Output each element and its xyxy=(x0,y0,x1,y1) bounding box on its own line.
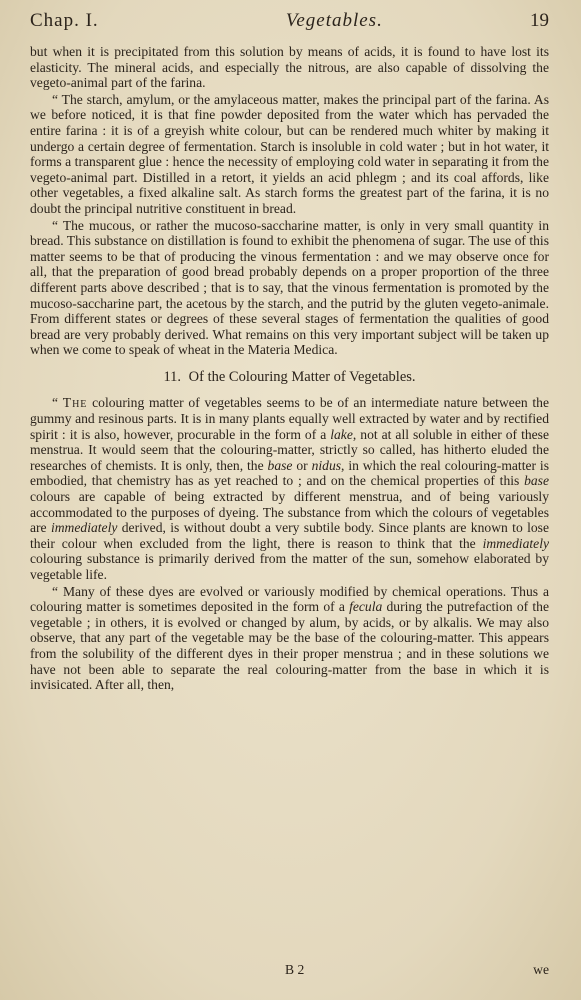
section-heading xyxy=(30,370,549,386)
italic-term: base xyxy=(267,457,293,473)
signature-mark: B 2 xyxy=(285,962,305,977)
running-title: Vegetables. xyxy=(285,10,383,31)
first-word: The xyxy=(62,395,88,411)
section-number: 11. xyxy=(163,368,182,385)
text-run: or xyxy=(292,457,312,473)
paragraph-dyes xyxy=(30,584,549,693)
section-title: Of the Colouring Matter of Vegetables. xyxy=(188,368,416,385)
open-quote: “ xyxy=(52,395,63,411)
page-footer xyxy=(30,962,549,978)
paragraph-starch: “ The starch, amylum, or the amylaceous matter, makes the principal part of the farina. As we before noticed, it is that fine powder deposited from the water which has pervaded the entire farina : it is of a greyish white colour, but can be rendered much whiter by making it undergo a certain degree of fermentation. Starch is insoluble in cold water ; but in hot water, it forms a transparent glue : hence the necessity of employing cold water in separating it from the vegeto-animal part. Distilled in a retort, it yields an acid phlegm ; and its coal affords, like other vegetables, a fixed alkaline salt. As starch forms the greatest part of the farina, it is no doubt the principal nutritive constituent in bread. xyxy=(30,91,549,216)
page-body xyxy=(30,44,549,693)
text-run: “ Many of these dyes are evolved or variously modified by chemical operations. Thus a colouring matter is sometimes deposited in the form of a xyxy=(30,583,549,615)
text-run: colouring matter of vegetables seems to be of an intermediate nature between the gummy and resinous parts. It is in many plants equally well extracted by water and by rectified spirit : it is also, however, procurable in the form of a xyxy=(30,395,549,442)
text-run: colouring substance is primarily derived from the matter of the sun, somehow elaborated by vegetable life. xyxy=(30,551,549,582)
page-number: 19 xyxy=(529,10,549,31)
italic-term: base xyxy=(524,473,549,489)
text-run: , not at all soluble in either of these menstrua. It would seem that the colouring-matter, strictly so called, has hitherto eluded the researches of chemists. It is only, then, the xyxy=(30,426,549,473)
paragraph-gluten-continued: but when it is precipitated from this solution by means of acids, it is found to have lost its elasticity. The mineral acids, and especially the nitrous, are also capable of dissolving the vegeto-animal part of the farina. xyxy=(30,44,549,91)
italic-term: immediately xyxy=(50,520,118,536)
chapter-label: Chap. I. xyxy=(30,10,99,31)
running-head xyxy=(30,10,549,44)
paragraph-mucous-matter: “ The mucous, or rather the mucoso-saccharine matter, is only in very small quantity in bread. This substance on distillation is found to exhibit the phenomena of sugar. The use of this matter seems to be that of producing the vinous fermentation : and we may observe once for all, that the preparation of good bread probably depends on a proper proportion of the three different parts above described ; that is to say, that the vinous fermentation is promoted by the mucoso-saccharine part, the acetous by the starch, and the putrid by the gluten vegeto-animale. From different states or degrees of these several stages of fermentation the qualities of good bread are very probably derived. What remains on this very important subject will be taken up when we come to speak of wheat in the Materia Medica. xyxy=(30,217,549,358)
catchword: we xyxy=(533,962,549,977)
text-run: during the putrefaction of the vegetable ; in others, it is evolved or changed by alum, by acids, or by alkalis. We may also observe, that any part of the vegetable may be the base of the colouring-matter. This appears from the solubility of the different dyes in their proper menstrua ; and in these solutions we have not been able to separate the real colouring-matter from the base in which it is invisicated. After all, then, xyxy=(30,599,549,693)
italic-term: nidus xyxy=(311,457,342,473)
text-run: colours are capable of being extracted by different menstrua, and of being variously accommodated to the purposes of dyeing. The substance from which the colours of vegetables are xyxy=(30,489,549,536)
italic-term: lake xyxy=(330,426,353,442)
text-run: , in which the real colouring-matter is embodied, that chemistry has as yet reached to ; and on the chemical properties of this xyxy=(30,457,550,489)
italic-term: immediately xyxy=(482,535,549,551)
text-run: derived, is without doubt a very subtile body. Since plants are known to lose their colour when excluded from the light, there is reason to think that the xyxy=(30,520,549,551)
italic-term: fecula xyxy=(349,599,383,615)
paragraph-colouring-matter xyxy=(30,395,549,582)
